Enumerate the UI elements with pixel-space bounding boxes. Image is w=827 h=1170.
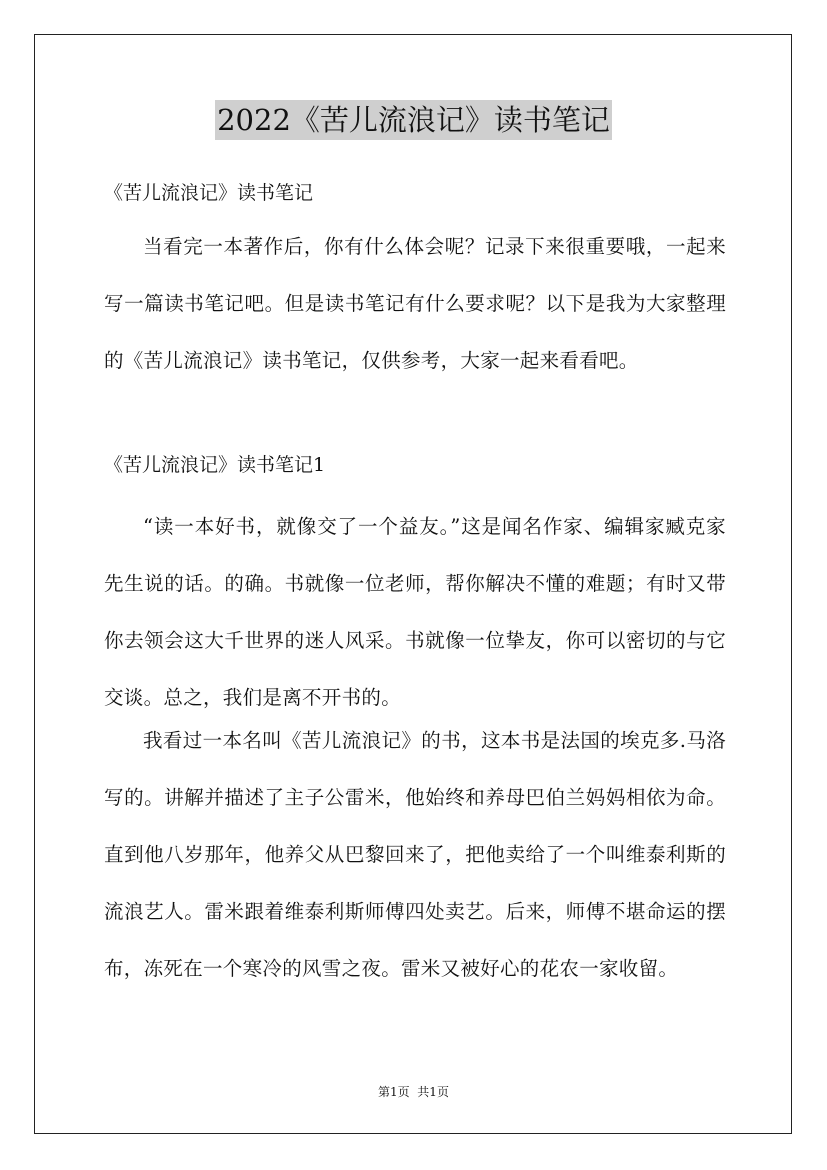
title-container — [0, 100, 827, 140]
section-heading: 《苦儿流浪记》读书笔记1 — [104, 454, 326, 476]
page-footer: 第1页 共1页 — [378, 1085, 449, 1099]
document-subtitle: 《苦儿流浪记》读书笔记 — [104, 182, 314, 204]
body-paragraph: “读一本好书，就像交了一个益友。”这是闻名作家、编辑家臧克家先生说的话。的确。书就像一位老师，帮你解决不懂的难题；有时又带你去领会这大千世界的迷人风采。书就像一位挚友，你可以密切的与它交谈。总之，我们是离不开书的。 — [104, 515, 726, 709]
intro-paragraph: 当看完一本著作后，你有什么体会呢？记录下来很重要哦，一起来写一篇读书笔记吧。但是读书笔记有什么要求呢？以下是我为大家整理的《苦儿流浪记》读书笔记，仅供参考，大家一起来看看吧。 — [104, 235, 726, 372]
body-paragraph: 我看过一本名叫《苦儿流浪记》的书，这本书是法国的埃克多.马洛写的。讲解并描述了主子公雷米，他始终和养母巴伯兰妈妈相依为命。直到他八岁那年，他养父从巴黎回来了，把他卖给了一个叫维泰利斯的流浪艺人。雷米跟着维泰利斯师傅四处卖艺。后来，师傅不堪命运的摆布，冻死在一个寒冷的风雪之夜。雷米又被好心的花农一家收留。 — [104, 729, 726, 980]
document-title: 2022《苦儿流浪记》读书笔记 — [215, 100, 612, 140]
